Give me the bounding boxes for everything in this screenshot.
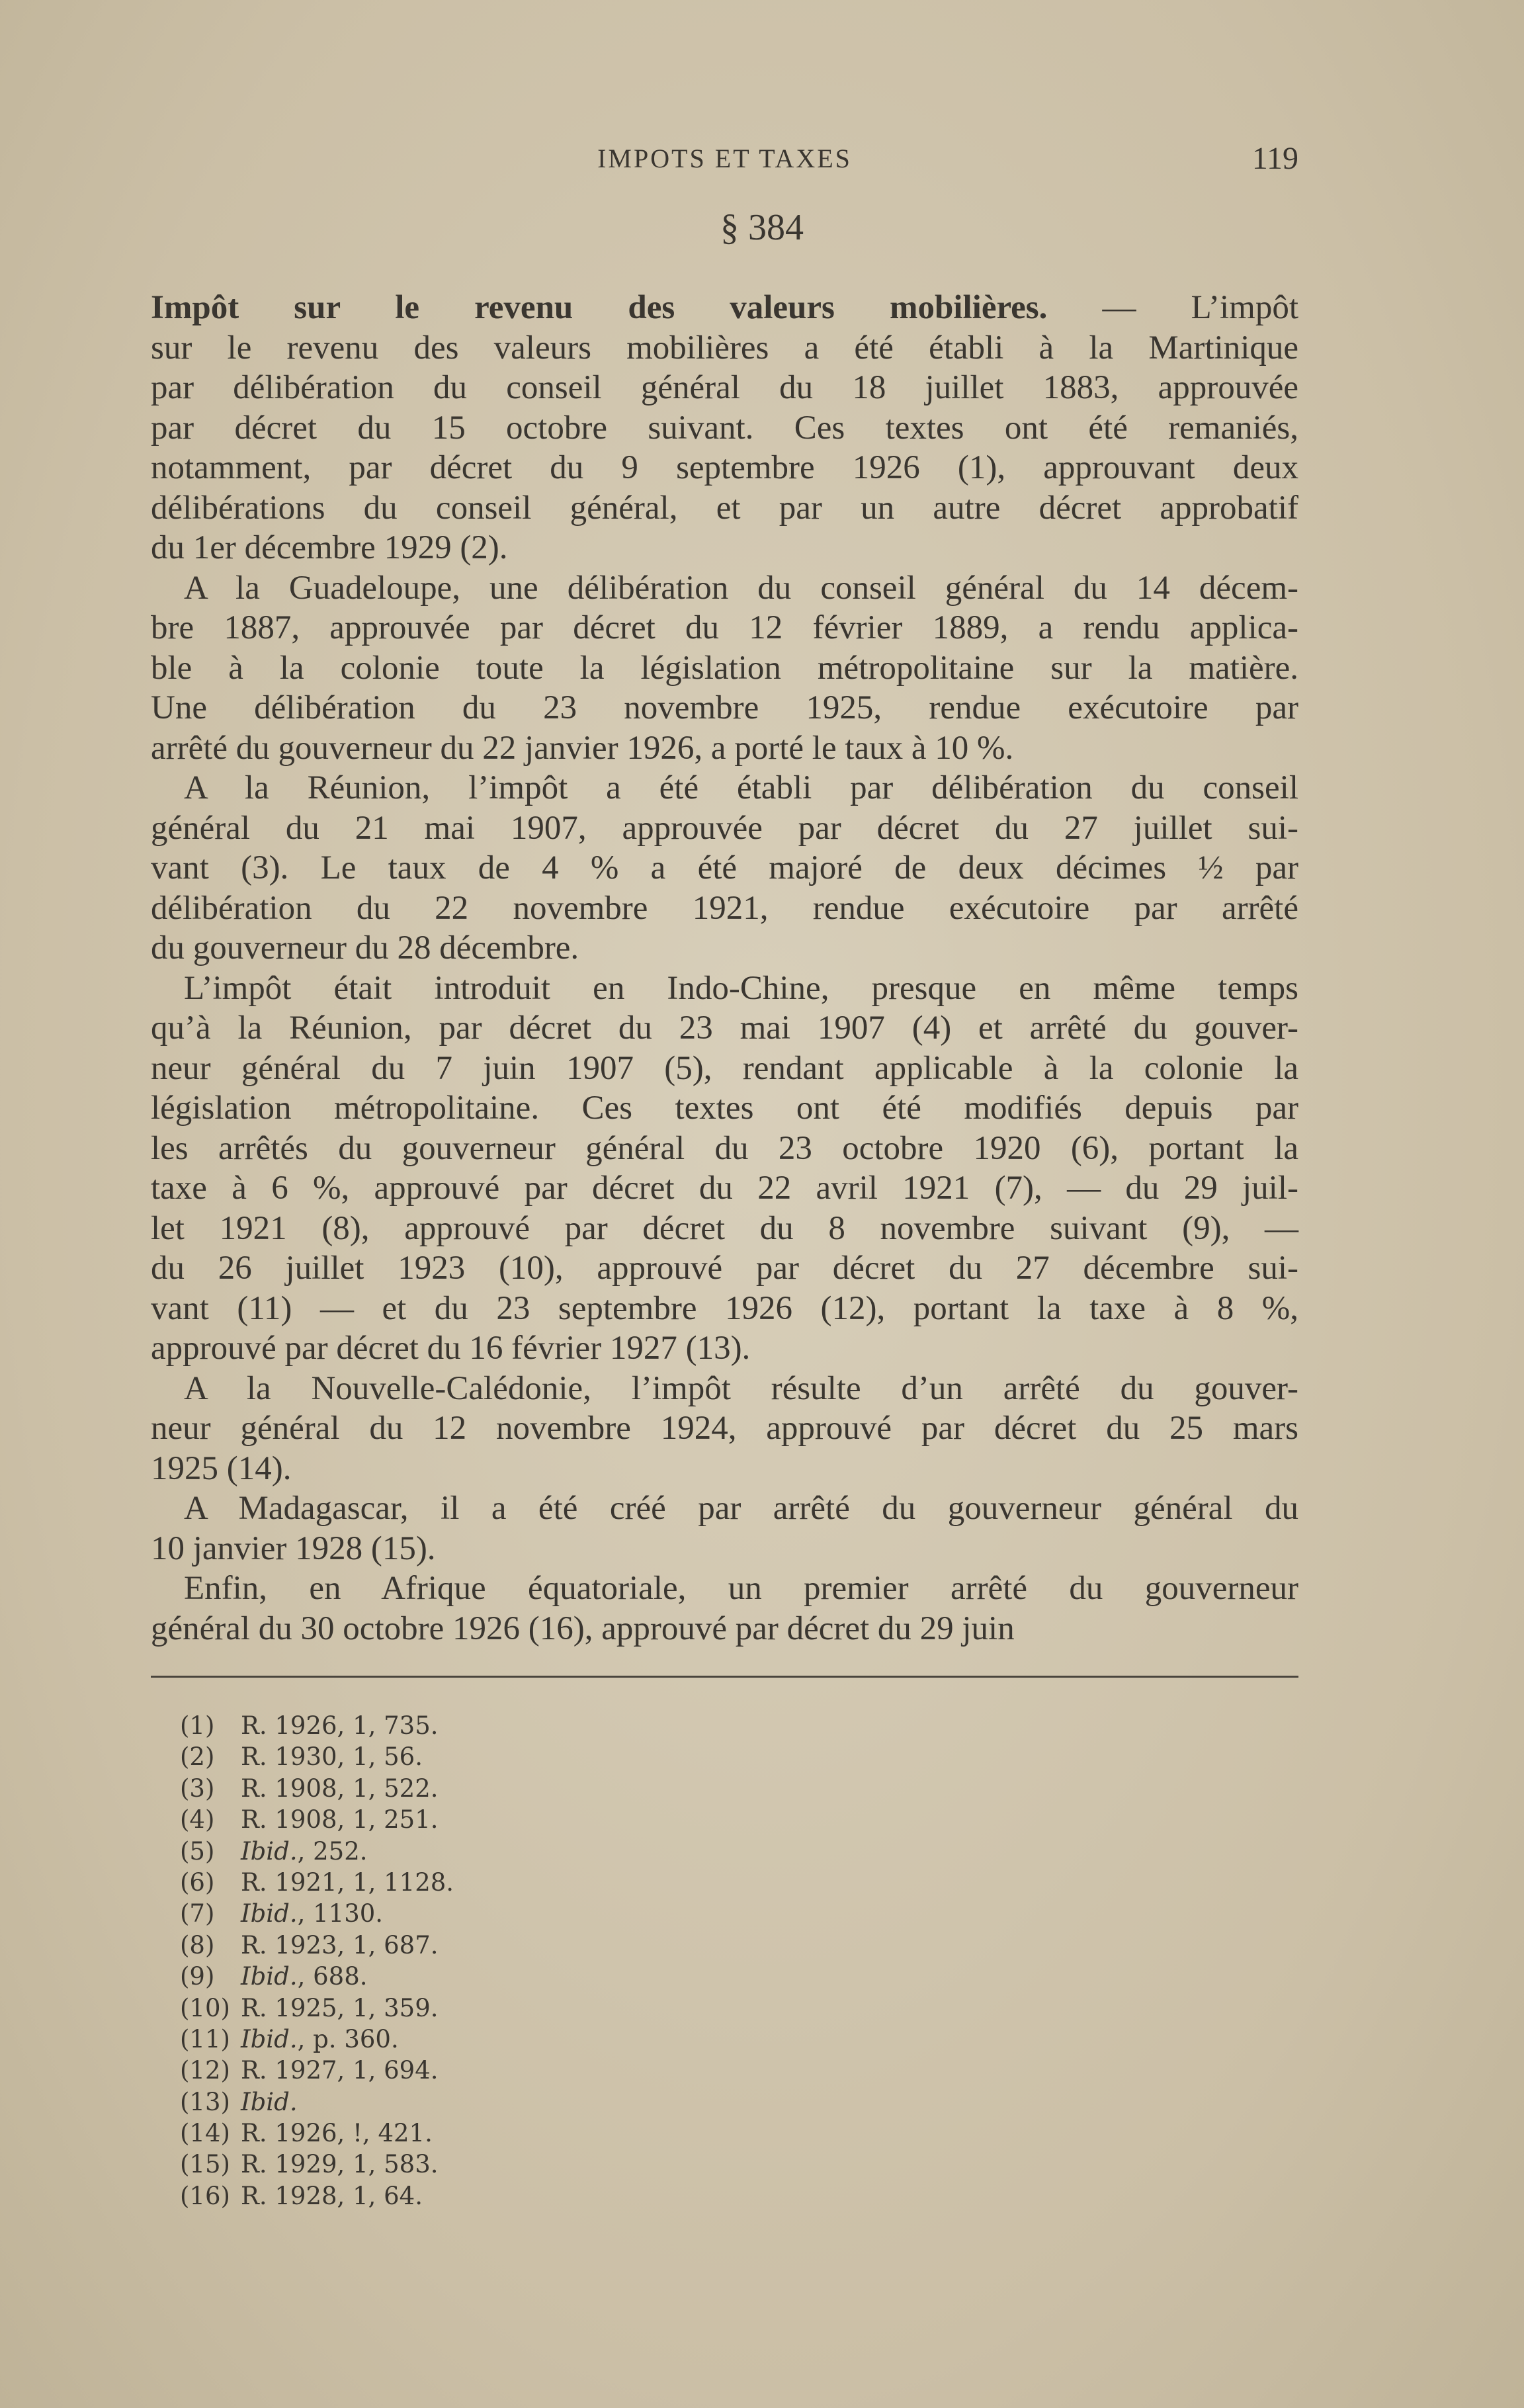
footnote-ibid: Ibid. [241,2024,298,2053]
text-line [151,488,1298,529]
footnote [180,2086,454,2118]
footnote [180,1993,454,2024]
line-text: délibérations du conseil général, et par un autre décret approbatif [151,489,1298,527]
line-text: approuvé par décret du 16 février 1927 (13). [151,1330,751,1367]
footnote-number: (2) [180,1742,215,1772]
text-line [151,288,1298,328]
footnote-reference: , 688. [297,1962,368,1991]
text-line [151,888,1298,929]
text-line [151,448,1298,488]
section-number: § 384 [720,207,804,248]
line-text: neur général du 7 juin 1907 (5), rendant applicable à la colonie la [151,1049,1298,1087]
footnote [180,1898,454,1929]
text-line [151,648,1298,689]
line-text: A Madagascar, il a été créé par arrêté du gouverneur général du [184,1490,1298,1527]
footnote [180,1930,454,1961]
text-line [151,1488,1298,1529]
line-text: vant (11) — et du 23 septembre 1926 (12), portant la taxe à 8 %, [151,1289,1298,1327]
line-text: par décret du 15 octobre suivant. Ces textes ont été remaniés, [151,409,1298,447]
text-line [151,1088,1298,1129]
line-text: les arrêtés du gouverneur général du 23 octobre 1920 (6), portant la [151,1129,1298,1167]
text-line [151,1529,1298,1569]
line-text: taxe à 6 %, approuvé par décret du 22 avril 1921 (7), — du 29 juil- [151,1170,1298,1207]
line-text: délibération du 22 novembre 1921, rendue exécutoire par arrêté [151,889,1298,927]
text-line [151,688,1298,728]
footnote [180,1741,454,1772]
text-line [151,1449,1298,1489]
page-number: 119 [1251,141,1298,176]
text-line [151,1289,1298,1329]
footnote [180,2024,454,2055]
footnote-reference: R. 1921, 1, 1128. [241,1868,454,1897]
text-line [151,328,1298,368]
line-text: qu’à la Réunion, par décret du 23 mai 1907 (4) et arrêté du gouver- [151,1010,1298,1047]
running-title: IMPOTS ET TAXES [597,144,852,173]
text-line [151,768,1298,808]
footnote-number: (8) [180,1930,215,1959]
line-text: A la Réunion, l’impôt a été établi par délibération du conseil [184,769,1298,806]
line-text: Enfin, en Afrique équatoriale, un premier arrêté du gouverneur [184,1570,1298,1607]
text-line [151,848,1298,888]
text-line [151,608,1298,648]
text-line [151,1049,1298,1089]
footnote-number: (16) [180,2181,230,2210]
text-line [151,1248,1298,1289]
text-line [151,968,1298,1009]
body-text [151,288,1298,1649]
line-text: arrêté du gouverneur du 22 janvier 1926, a porté le taux à 10 %. [151,729,1014,767]
footnote-number: (14) [180,2119,230,2148]
footnote-reference: R. 1923, 1, 687. [241,1930,439,1959]
line-text: notamment, par décret du 9 septembre 1926 (1), approuvant deux [151,449,1298,486]
footnote-number: (7) [180,1899,215,1928]
footnote-number: (4) [180,1805,215,1834]
line-text: du 1er décembre 1929 (2). [151,529,508,566]
line-text: législation métropolitaine. Ces textes ont été modifiés depuis par [151,1090,1298,1127]
line-text: ble à la colonie toute la législation métropolitaine sur la matière. [151,649,1298,687]
footnote [180,2149,454,2180]
text-line [151,928,1298,968]
line-text: par délibération du conseil général du 18 juillet 1883, approuvée [151,369,1298,406]
footnote-number: (12) [180,2056,230,2085]
footnote-reference: R. 1926, 1, 735. [241,1711,439,1740]
footnote-ibid: Ibid. [241,1899,298,1928]
line-text: A la Guadeloupe, une délibération du conseil général du 14 décem- [184,569,1298,607]
footnote-ibid: Ibid. [241,1962,298,1991]
footnote [180,2118,454,2149]
footnote-number: (15) [180,2150,230,2179]
footnote-number: (9) [180,1962,215,1991]
page-header [151,138,1298,184]
footnote-reference: R. 1925, 1, 359. [241,1993,439,2022]
footnote-reference: R. 1908, 1, 522. [241,1774,439,1803]
footnote-reference: R. 1908, 1, 251. [241,1805,439,1834]
footnote [180,2055,454,2086]
text-line [151,1328,1298,1369]
footnote [180,1804,454,1835]
footnote [180,1773,454,1804]
footnote-number: (6) [180,1868,215,1897]
text-line [151,808,1298,849]
footnote-reference: R. 1930, 1, 56. [241,1742,423,1772]
footnote-number: (10) [180,1993,230,2022]
line-text: L’impôt était introduit en Indo-Chine, presque en même temps [184,969,1298,1007]
text-line [151,1008,1298,1049]
line-text: let 1921 (8), approuvé par décret du 8 novembre suivant (9), — [151,1209,1298,1247]
footnote-reference: , 1130. [297,1899,384,1928]
footnote-reference: R. 1928, 1, 64. [241,2181,423,2210]
footnote-reference: , 252. [297,1836,368,1866]
line-text: neur général du 12 novembre 1924, approuvé par décret du 25 mars [151,1410,1298,1447]
line-text: 10 janvier 1928 (15). [151,1529,436,1567]
footnote-reference: R. 1929, 1, 583. [241,2150,439,2179]
line-text: — L’impôt [1047,289,1298,326]
text-line [151,1168,1298,1209]
footnote-rule [151,1676,1298,1678]
line-text: sur le revenu des valeurs mobilières a été établi à la Martinique [151,329,1298,366]
line-text: général du 21 mai 1907, approuvée par décret du 27 juillet sui- [151,809,1298,847]
text-line [151,568,1298,609]
line-text: du 26 juillet 1923 (10), approuvé par décret du 27 décembre sui- [151,1250,1298,1287]
line-text: vant (3). Le taux de 4 % a été majoré de deux décimes ½ par [151,849,1298,886]
footnote-ibid: Ibid. [241,1836,298,1866]
line-text: 1925 (14). [151,1449,292,1487]
footnote-number: (11) [180,2024,230,2053]
text-line [151,1129,1298,1169]
footnote-number: (5) [180,1836,215,1866]
line-text: général du 30 octobre 1926 (16), approuvé par décret du 29 juin [151,1610,1015,1647]
footnote [180,1961,454,1992]
text-line [151,1209,1298,1249]
text-line [151,1408,1298,1449]
footnote-ibid: Ibid. [241,2087,298,2116]
line-text: bre 1887, approuvée par décret du 12 février 1889, a rendu applica- [151,609,1298,646]
footnote-reference: R. 1926, !, 421. [241,2119,433,2148]
section-heading: Impôt sur le revenu des valeurs mobilières. [151,289,1048,326]
footnote-number: (13) [180,2087,230,2116]
text-line [151,1569,1298,1609]
text-line [151,1369,1298,1409]
text-line [151,408,1298,449]
footnotes [180,1710,454,2212]
text-line [151,528,1298,568]
footnote [180,1867,454,1898]
footnote-reference: , p. 360. [297,2024,399,2053]
line-text: Une délibération du 23 novembre 1925, rendue exécutoire par [151,689,1298,726]
line-text: A la Nouvelle-Calédonie, l’impôt résulte d’un arrêté du gouver- [184,1369,1298,1407]
footnote [180,2180,454,2212]
text-line [151,368,1298,408]
footnote [180,1710,454,1741]
text-line [151,728,1298,769]
footnote [180,1836,454,1867]
text-line [151,1609,1298,1649]
footnote-number: (1) [180,1711,215,1740]
footnote-number: (3) [180,1774,215,1803]
footnote-reference: R. 1927, 1, 694. [241,2056,439,2085]
line-text: du gouverneur du 28 décembre. [151,929,579,967]
